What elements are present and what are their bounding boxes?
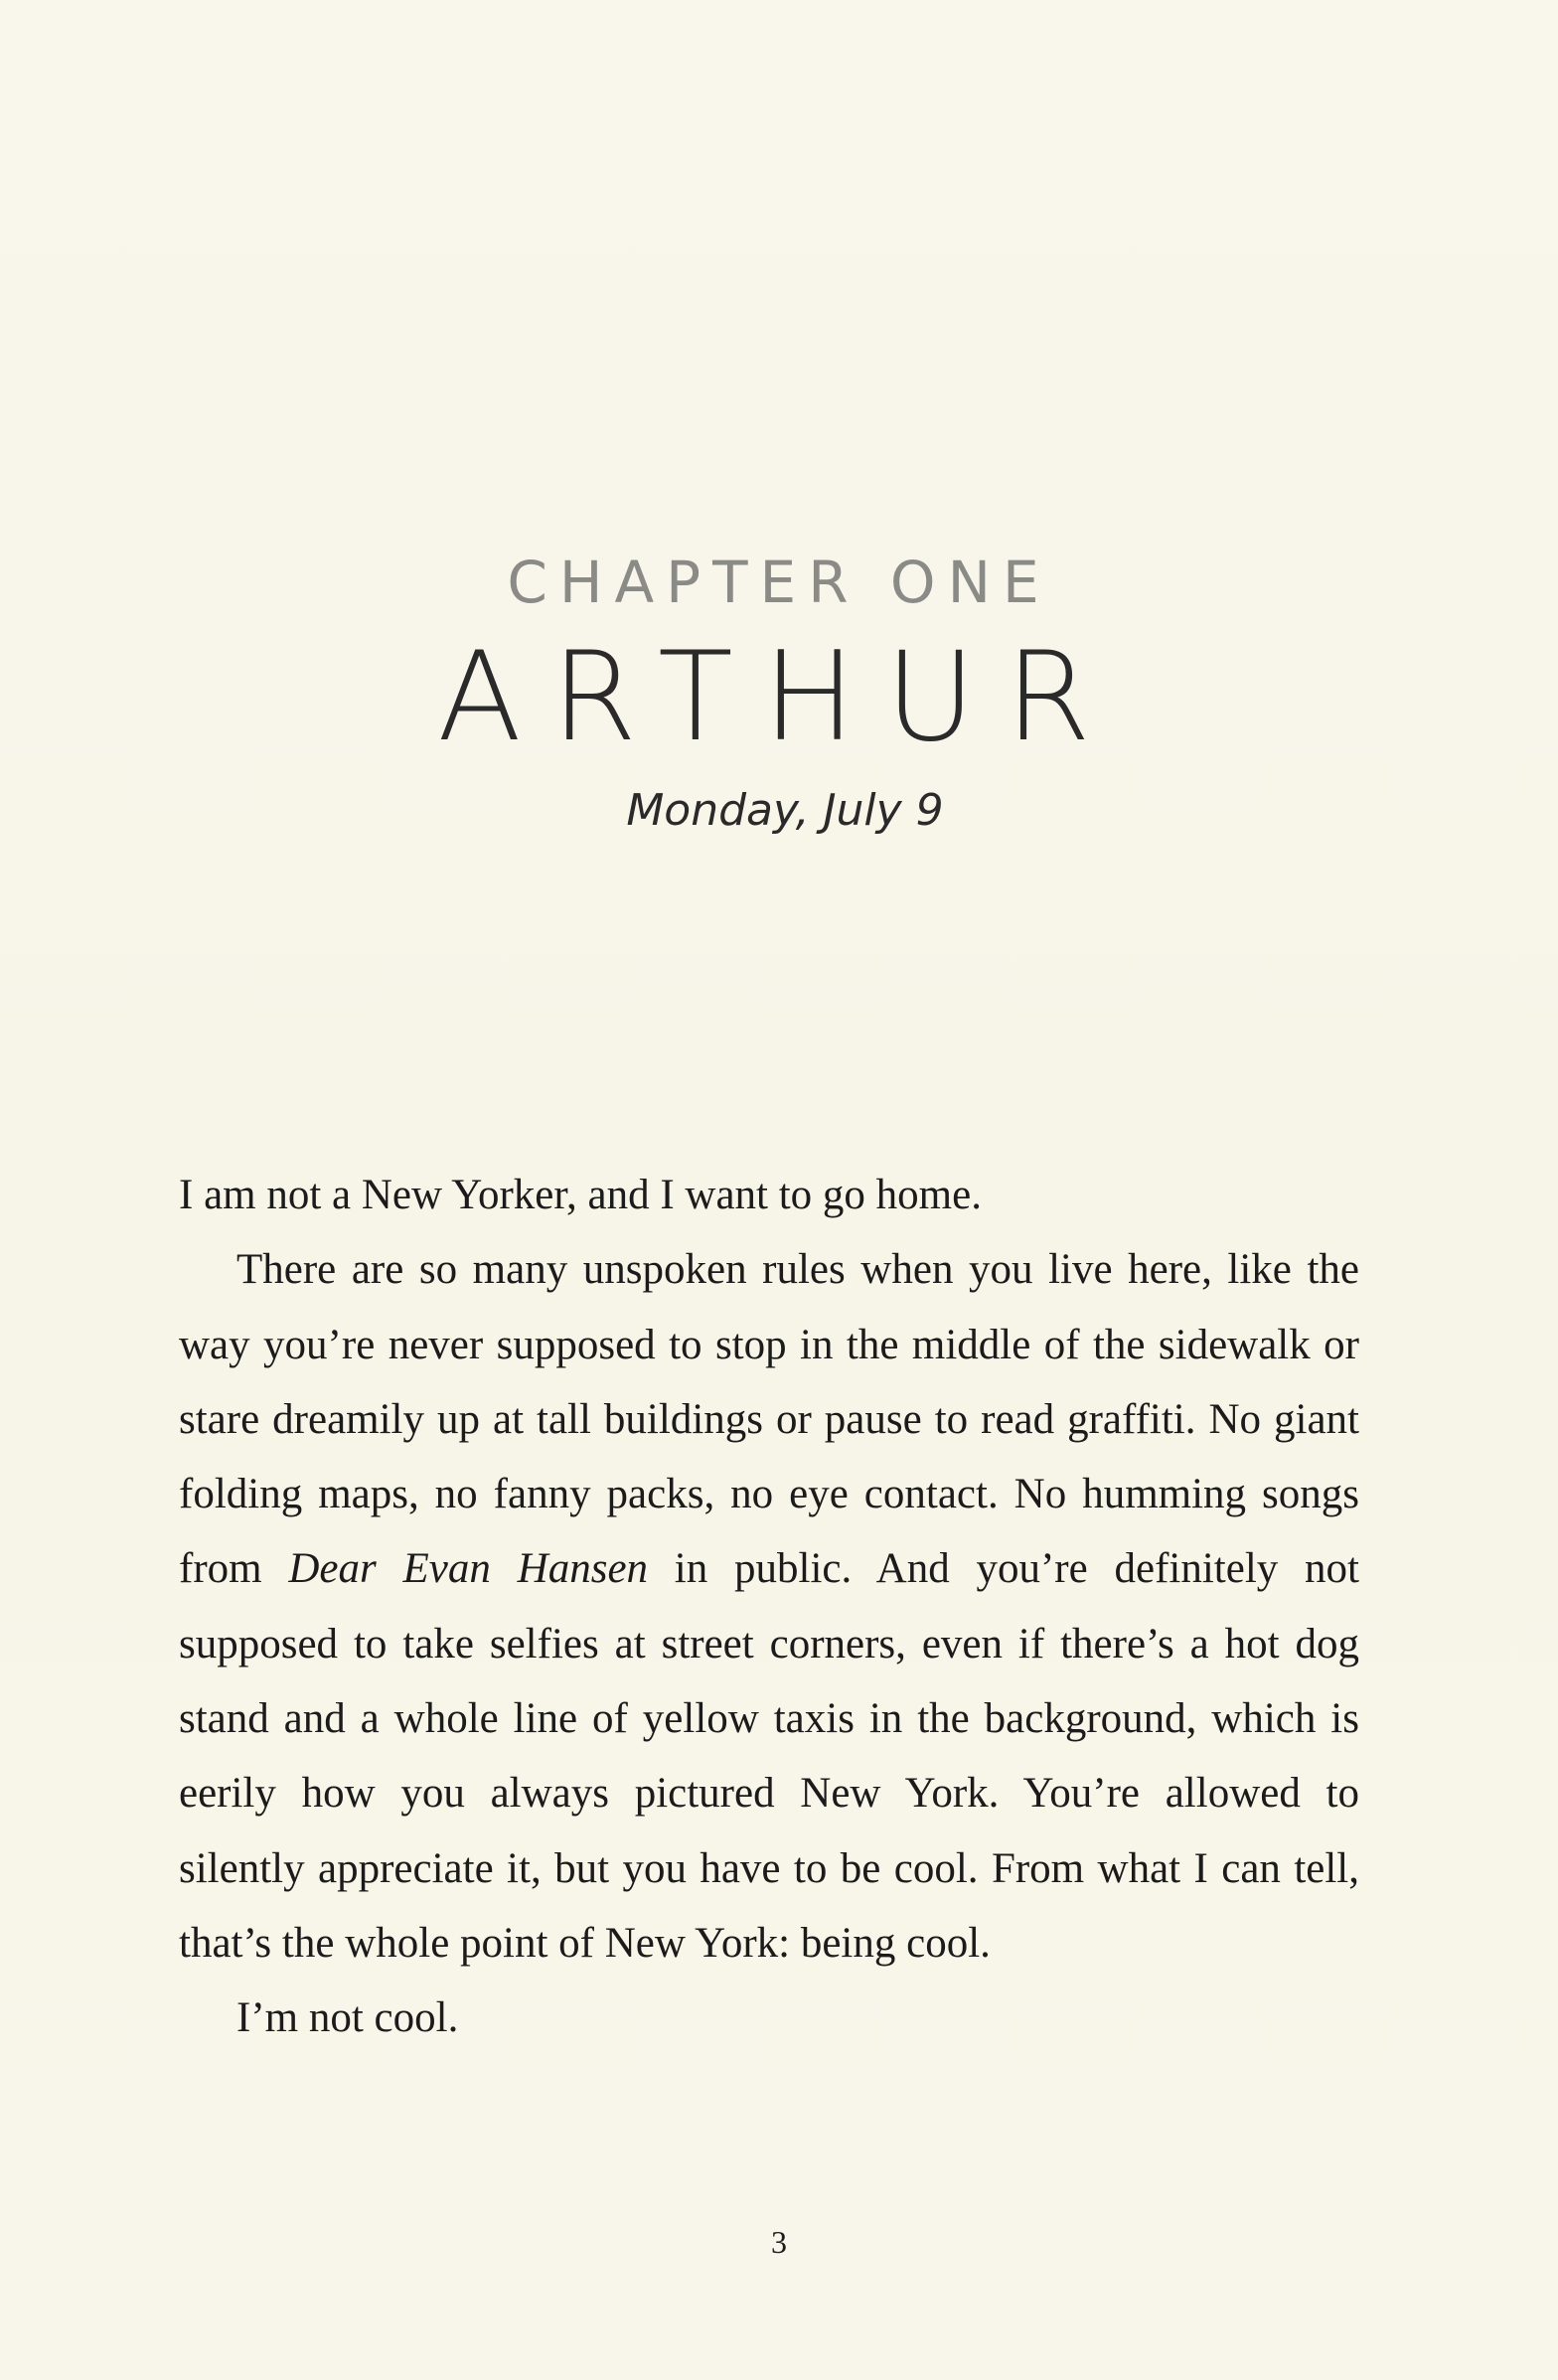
paragraph-3: I’m not cool. [236, 1994, 459, 2042]
paragraph-2-title: Dear Evan Hansen [288, 1545, 649, 1593]
paragraph-2-text-a: There are so many unspoken rules when you live here, like the way you’re never supposed to stop in the middle of the sidewalk or stare dreamily up at tall buildings or pause to read graffiti. No giant folding maps, no fanny packs, no eye contact. No humming songs from [179, 1246, 1359, 1593]
chapter-body [179, 1158, 1359, 2056]
paragraph-1: I am not a New Yorker, and I want to go home. [179, 1172, 982, 1218]
paragraph-2 [179, 1232, 1359, 1981]
chapter-label: CHAPTER ONE [507, 549, 1051, 616]
page-number: 3 [771, 2224, 787, 2260]
paragraph-2-text-b: in public. And you’re definitely not supposed to take selfies at street corners, even if there’s a hot dog stand and a whole line of yellow taxis in the background, which is eerily how you always pictured New York. You’re allowed to silently appreciate it, but you have to be cool. From what I can tell, that’s the whole point of New York: being cool. [179, 1545, 1359, 1967]
chapter-title: ARTHUR [437, 626, 1121, 769]
chapter-date: Monday, July 9 [626, 785, 944, 836]
